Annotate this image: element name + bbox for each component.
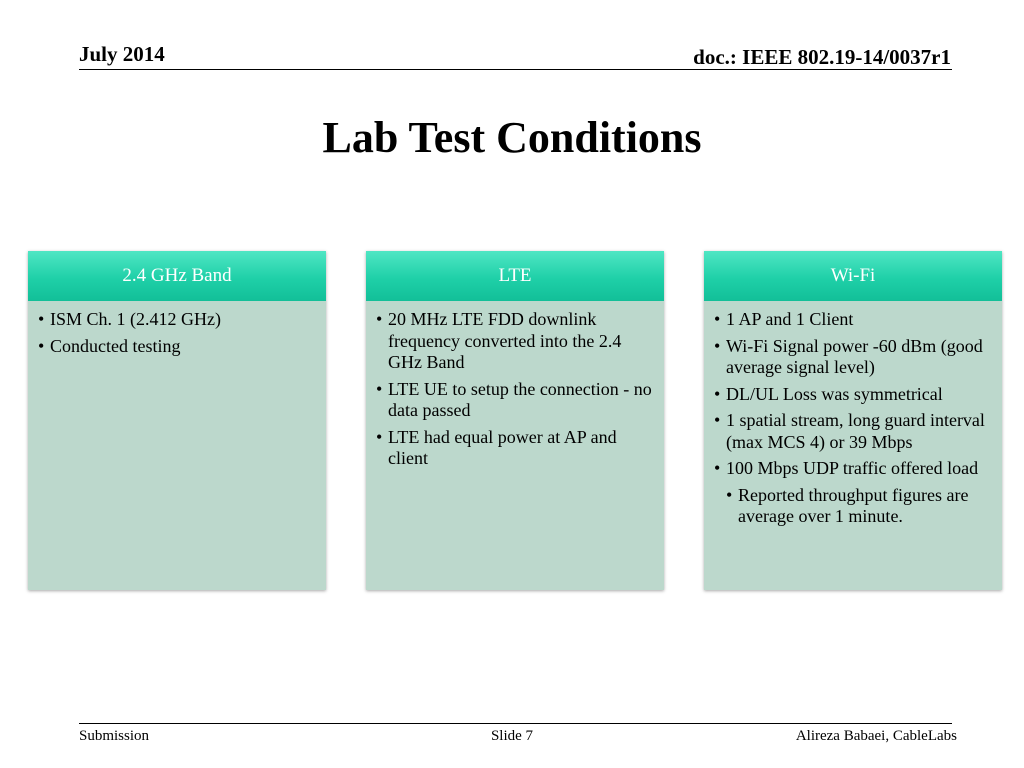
list-item: • Wi-Fi Signal power -60 dBm (good average signal level) bbox=[714, 336, 994, 379]
list-item: • 1 AP and 1 Client bbox=[714, 309, 994, 331]
card-body bbox=[704, 301, 1002, 590]
card-heading: Wi-Fi bbox=[704, 251, 1002, 302]
header-date: July 2014 bbox=[79, 42, 165, 66]
header-rule bbox=[79, 69, 952, 70]
list-item: • 1 spatial stream, long guard interval (max MCS 4) or 39 Mbps bbox=[714, 410, 994, 453]
card-heading: 2.4 GHz Band bbox=[28, 251, 326, 302]
footer-slide-number: Slide 7 bbox=[490, 728, 534, 744]
card-body bbox=[28, 301, 326, 590]
card-wifi bbox=[704, 251, 1002, 590]
list-item: • 100 Mbps UDP traffic offered load bbox=[714, 458, 994, 480]
list-item-sub: • Reported throughput figures are average over 1 minute. bbox=[726, 485, 994, 528]
card-heading: LTE bbox=[366, 251, 664, 302]
header-doc-id: doc.: IEEE 802.19-14/0037r1 bbox=[693, 45, 951, 69]
card-lte bbox=[366, 251, 664, 590]
card-body bbox=[366, 301, 664, 590]
footer-rule bbox=[79, 723, 952, 724]
bullet-list bbox=[38, 309, 318, 357]
list-item: • DL/UL Loss was symmetrical bbox=[714, 384, 994, 406]
list-item: • ISM Ch. 1 (2.412 GHz) bbox=[38, 309, 318, 331]
bullet-list bbox=[376, 309, 656, 470]
list-item: • LTE UE to setup the connection - no data passed bbox=[376, 379, 656, 422]
list-item: • LTE had equal power at AP and client bbox=[376, 427, 656, 470]
footer-submission: Submission bbox=[79, 728, 150, 744]
bullet-list bbox=[714, 309, 994, 528]
list-item: • 20 MHz LTE FDD downlink frequency converted into the 2.4 GHz Band bbox=[376, 309, 656, 374]
slide-title: Lab Test Conditions bbox=[322, 113, 702, 162]
footer-author: Alireza Babaei, CableLabs bbox=[795, 728, 957, 744]
list-item: • Conducted testing bbox=[38, 336, 318, 358]
card-2-4ghz-band bbox=[28, 251, 326, 590]
